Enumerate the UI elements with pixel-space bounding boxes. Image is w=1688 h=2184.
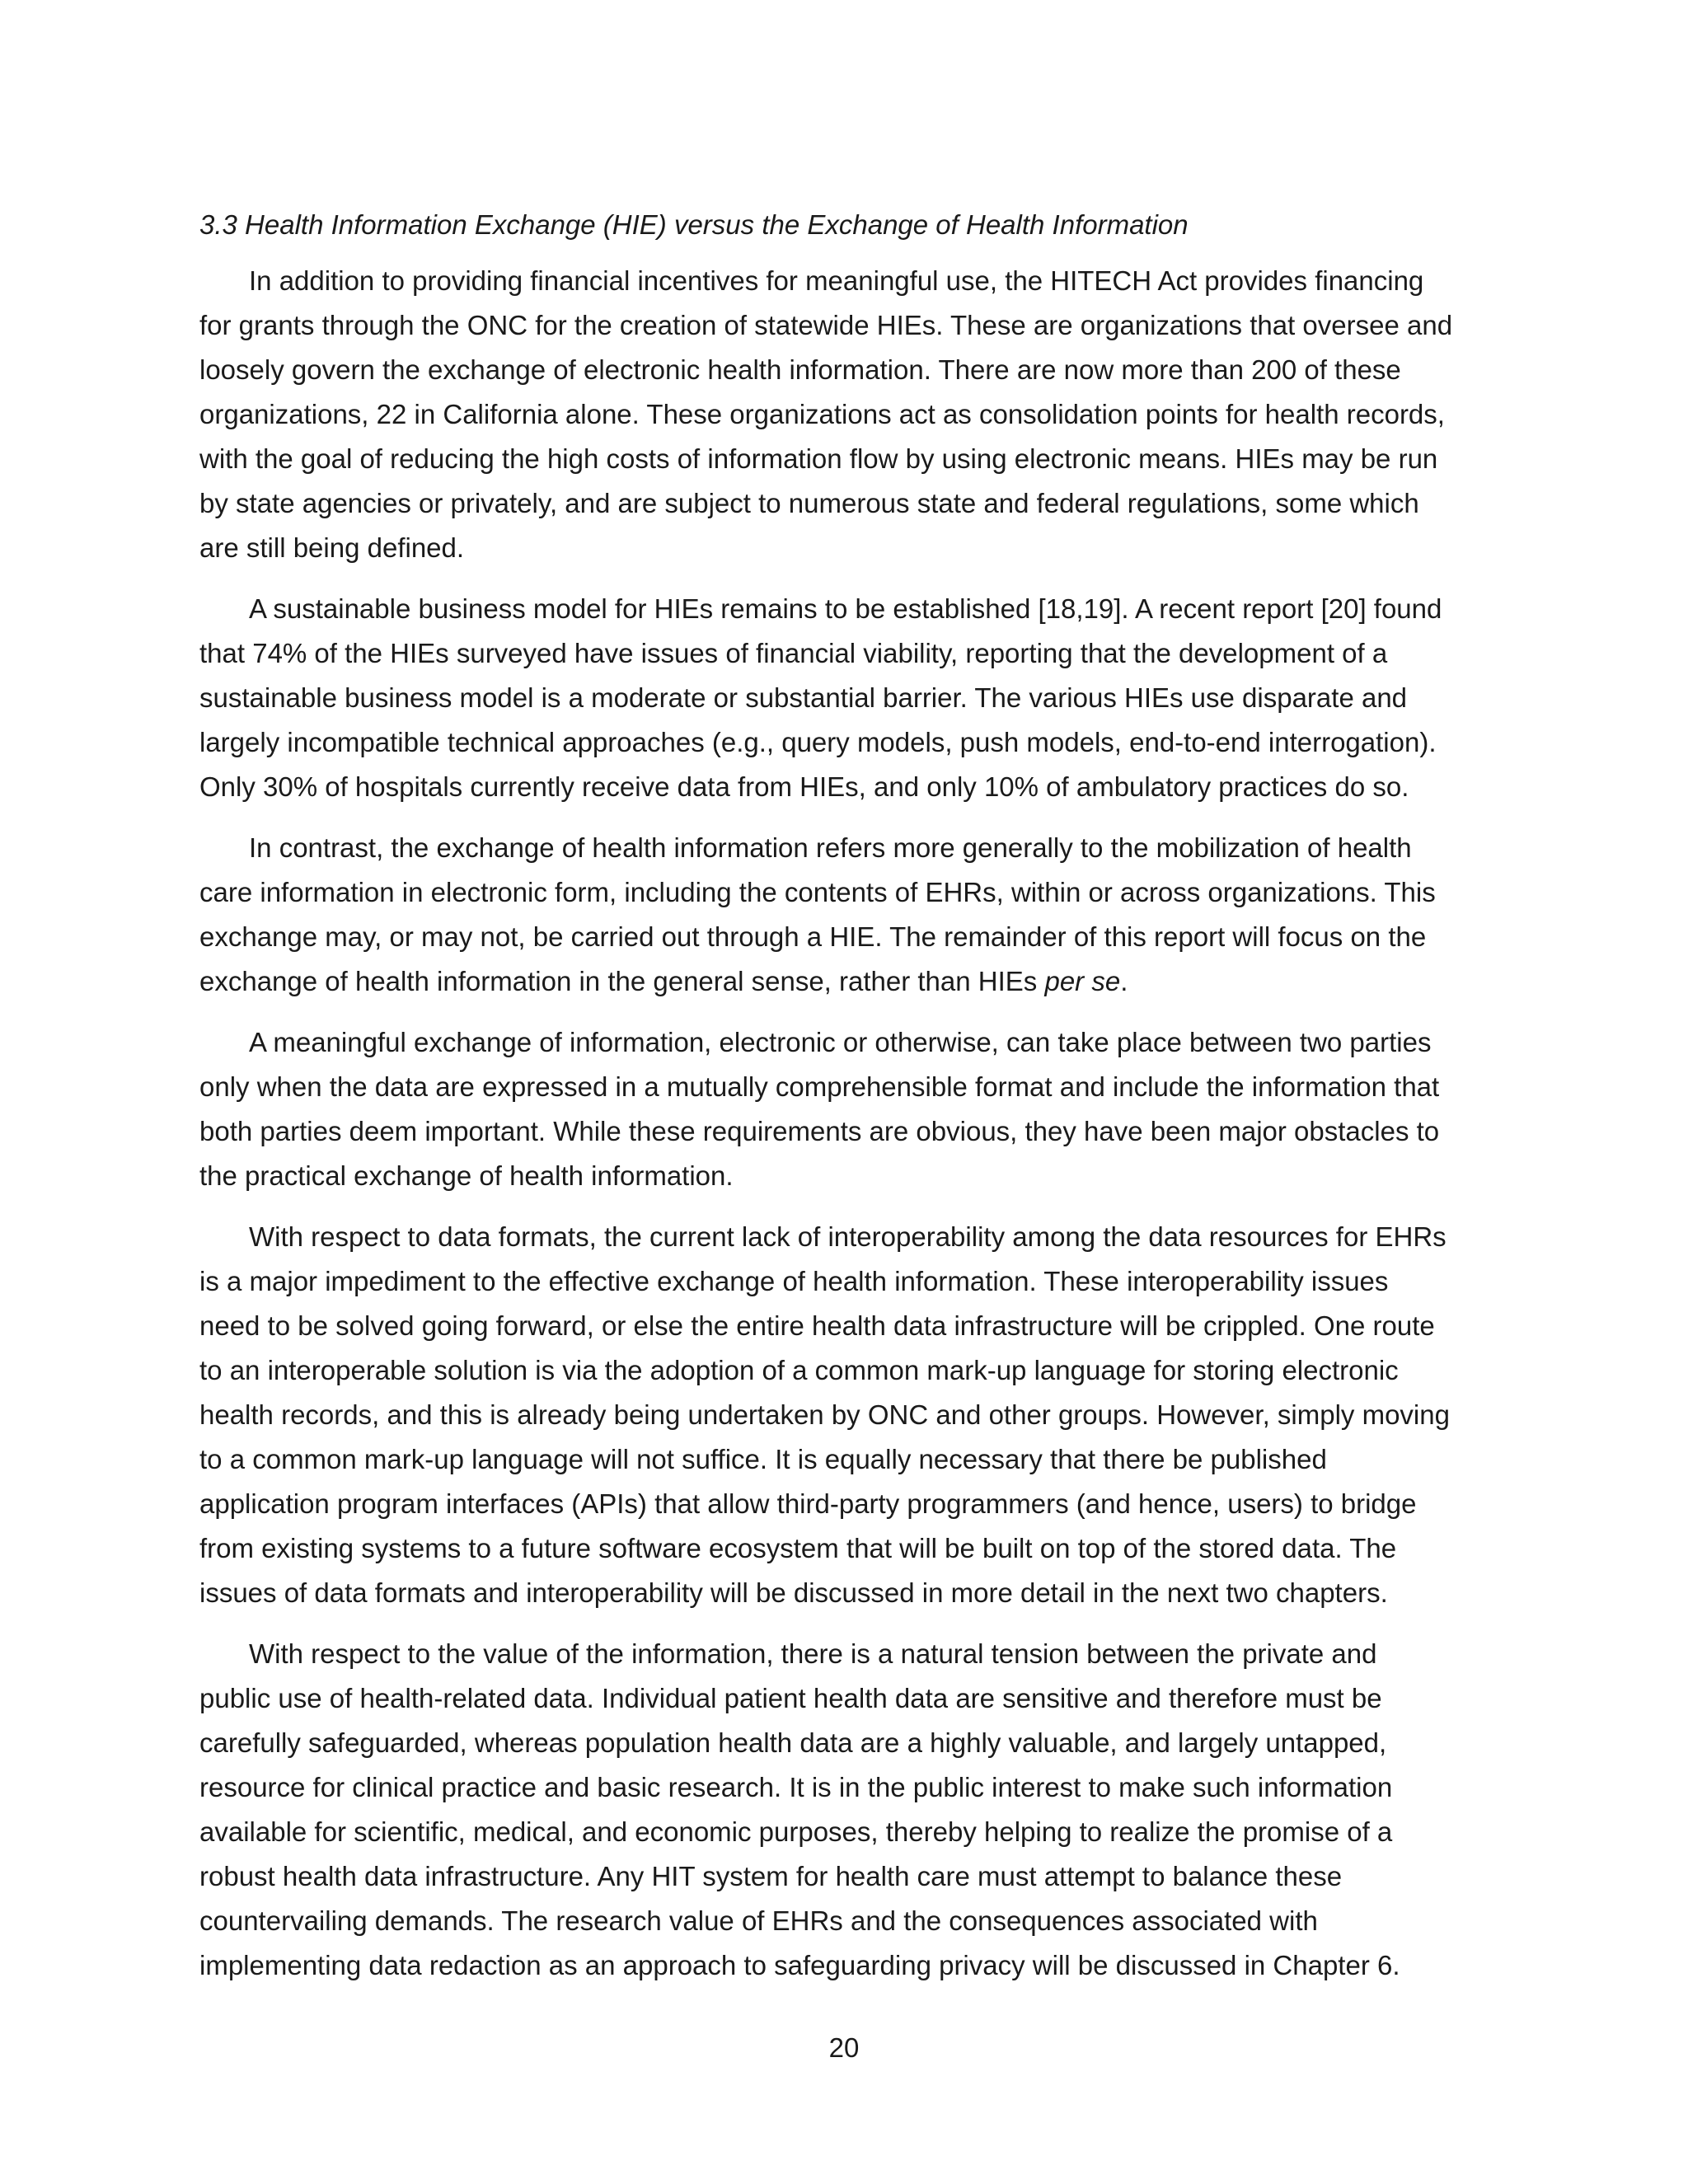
text-line: with the goal of reducing the high costs of information flow by using electronic means. HIEs may be run	[199, 443, 1438, 474]
paragraph-exchange-contrast	[199, 826, 1493, 1004]
text-line: need to be solved going forward, or else the entire health data infrastructure will be crippled. One route	[199, 1310, 1435, 1341]
emphasis-per-se: per se	[1044, 966, 1121, 996]
text-line: public use of health-related data. Individual patient health data are sensitive and therefore must be	[199, 1683, 1382, 1713]
text-line: loosely govern the exchange of electronic health information. There are now more than 200 of these	[199, 354, 1401, 385]
text-line: largely incompatible technical approaches (e.g., query models, push models, end-to-end interrogation).	[199, 727, 1437, 757]
text-line: exchange may, or may not, be carried out through a HIE. The remainder of this report will focus on the	[199, 921, 1427, 952]
text-line: available for scientific, medical, and economic purposes, thereby helping to realize the promise of a	[199, 1816, 1393, 1847]
page-content	[199, 203, 1493, 2004]
paragraph-value-of-information	[199, 1632, 1493, 1988]
text-line: application program interfaces (APIs) that allow third-party programmers (and hence, users) to bridge	[199, 1488, 1417, 1519]
paragraph-meaningful-exchange	[199, 1020, 1493, 1198]
text-line: is a major impediment to the effective exchange of health information. These interoperability issues	[199, 1266, 1389, 1296]
paragraph-data-formats	[199, 1215, 1493, 1615]
text-line: care information in electronic form, including the contents of EHRs, within or across organizations. This	[199, 877, 1436, 907]
text-line-with-emphasis	[199, 959, 1493, 1004]
paragraph-hie-funding	[199, 259, 1493, 570]
text-line: A sustainable business model for HIEs remains to be established [18,19]. A recent report [20] found	[249, 593, 1442, 624]
text-line: are still being defined.	[199, 532, 465, 563]
text-line: robust health data infrastructure. Any HIT system for health care must attempt to balance these	[199, 1861, 1343, 1891]
page-number: 20	[828, 2032, 860, 2063]
text-line: In contrast, the exchange of health information refers more generally to the mobilization of health	[249, 832, 1412, 863]
text-line: health records, and this is already being undertaken by ONC and other groups. However, simply moving	[199, 1399, 1450, 1430]
text-line: by state agencies or privately, and are subject to numerous state and federal regulations, some which	[199, 488, 1419, 518]
text-line: to an interoperable solution is via the adoption of a common mark-up language for storing electronic	[199, 1355, 1399, 1385]
text-line: to a common mark-up language will not suffice. It is equally necessary that there be published	[199, 1444, 1327, 1474]
text-line: A meaningful exchange of information, electronic or otherwise, can take place between two parties	[249, 1027, 1432, 1057]
text-line: sustainable business model is a moderate or substantial barrier. The various HIEs use disparate and	[199, 682, 1408, 713]
text-line: the practical exchange of health information.	[199, 1160, 734, 1191]
text-line: implementing data redaction as an approach to safeguarding privacy will be discussed in Chapter 6.	[199, 1950, 1400, 1980]
text-line: With respect to data formats, the current lack of interoperability among the data resources for EHRs	[249, 1221, 1447, 1252]
text-line: resource for clinical practice and basic research. It is in the public interest to make such information	[199, 1772, 1393, 1802]
text-fragment: exchange of health information in the general sense, rather than HIEs	[199, 966, 1045, 996]
text-line: Only 30% of hospitals currently receive data from HIEs, and only 10% of ambulatory practices do so.	[199, 771, 1409, 802]
text-line: that 74% of the HIEs surveyed have issues of financial viability, reporting that the development of a	[199, 638, 1388, 668]
text-line: With respect to the value of the information, there is a natural tension between the private and	[249, 1638, 1377, 1669]
text-line: only when the data are expressed in a mutually comprehensible format and include the information that	[199, 1071, 1440, 1102]
text-line: from existing systems to a future software ecosystem that will be built on top of the stored data. The	[199, 1533, 1397, 1563]
text-fragment: .	[1120, 966, 1128, 996]
text-line: organizations, 22 in California alone. These organizations act as consolidation points for health records,	[199, 399, 1445, 429]
text-line: countervailing demands. The research value of EHRs and the consequences associated with	[199, 1905, 1318, 1936]
paragraph-business-model	[199, 587, 1493, 809]
text-line: both parties deem important. While these requirements are obvious, they have been major obstacles to	[199, 1116, 1440, 1146]
text-line: In addition to providing financial incentives for meaningful use, the HITECH Act provides financing	[249, 265, 1424, 296]
text-line: for grants through the ONC for the creation of statewide HIEs. These are organizations that oversee and	[199, 310, 1453, 340]
section-heading: 3.3 Health Information Exchange (HIE) versus the Exchange of Health Information	[199, 209, 1189, 240]
text-line: issues of data formats and interoperability will be discussed in more detail in the next two chapters.	[199, 1577, 1388, 1608]
text-line: carefully safeguarded, whereas population health data are a highly valuable, and largely untapped,	[199, 1727, 1387, 1758]
